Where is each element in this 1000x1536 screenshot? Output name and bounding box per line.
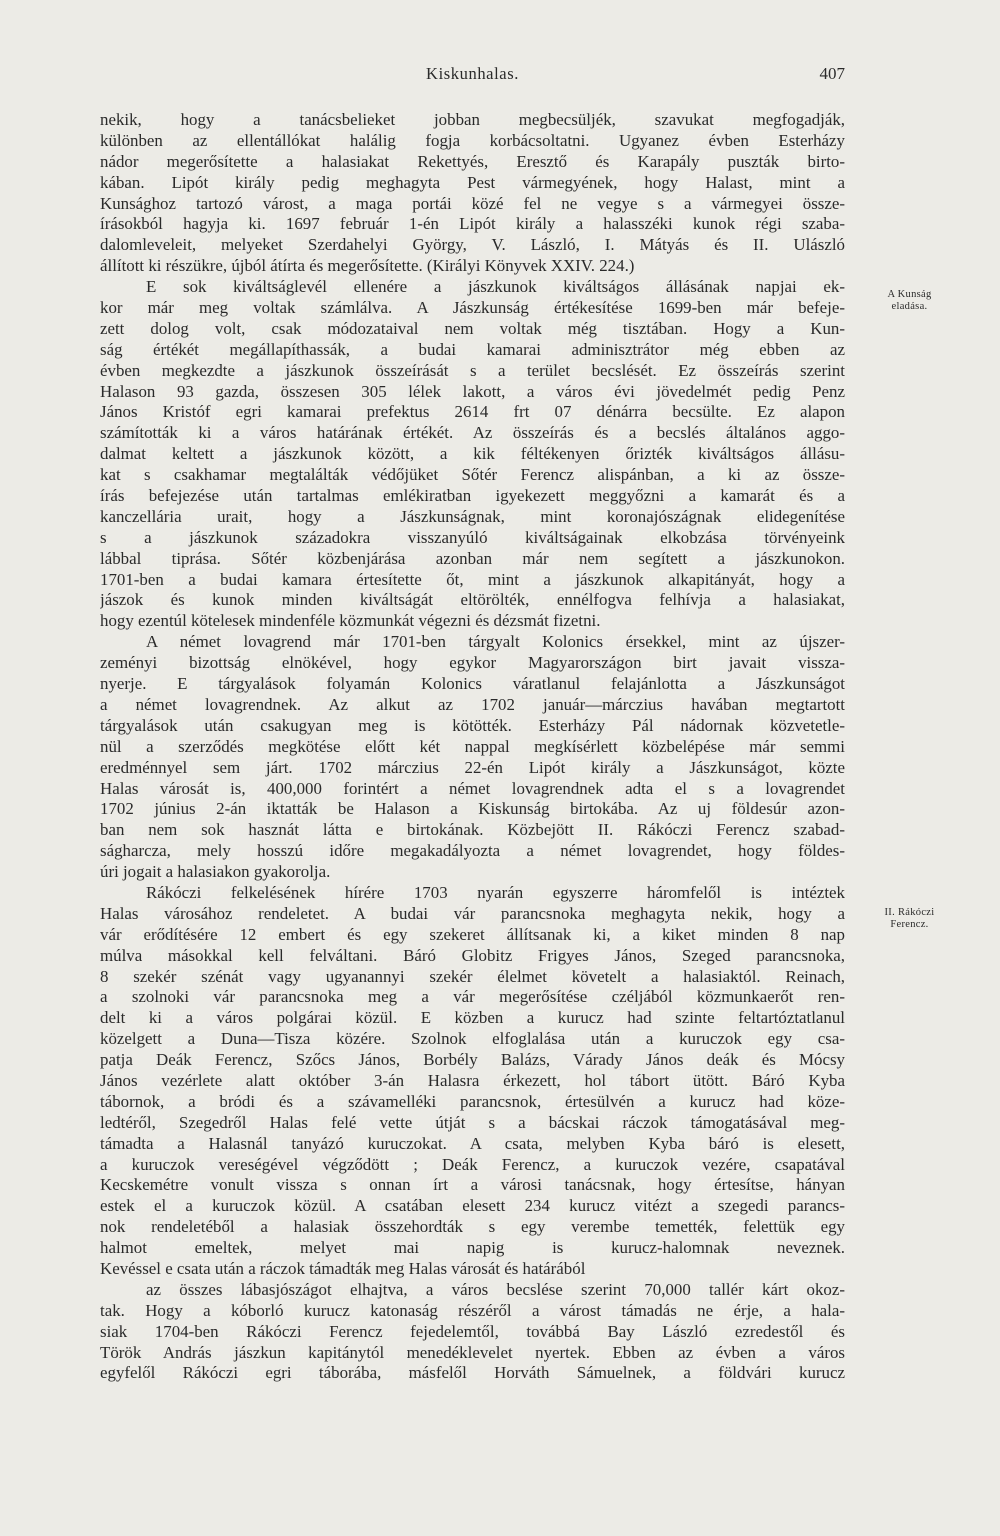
text-line: vár erődítésére 12 embert és egy szekeret állítsanak ki, a kiket minden 8 nap (100, 924, 845, 944)
text-line: Halas városához rendeletet. A budai vár parancsnoka meghagyta nekik, hogy a (100, 903, 845, 923)
text-line: múlva másokkal kell felváltani. Báró Globitz Frigyes János, Szeged parancsnoka, (100, 945, 845, 965)
text-line: az összes lábasjószágot elhajtva, a város becslése szerint 70,000 tallér kárt okoz- (146, 1279, 845, 1299)
text-line: tak. Hogy a kóborló kurucz katonaság részéről a várost támadás ne érje, a hala- (100, 1300, 845, 1320)
text-line: tábornok, a bródi és a szávamelléki parancsnok, értesülvén a kurucz had köze- (100, 1091, 845, 1111)
text-line: úri jogait a halasiakon gyakorolja. (100, 862, 331, 882)
text-line: kor már meg voltak számlálva. A Jászkunság értékesítése 1699-ben már befeje- (100, 298, 845, 318)
page-number: 407 (819, 64, 845, 83)
text-line: dalomleveleit, melyeket Szerdahelyi György, V. László, I. Mátyás és II. Ulászló (100, 235, 845, 255)
text-line: A német lovagrend már 1701-ben tárgyalt Kolonics érsekkel, mint az újszer- (146, 632, 845, 652)
text-line: különben az ellentállókat halálig fogja korbácsoltatni. Ugyanez évben Esterházy (100, 130, 845, 150)
text-line: tárgyalások után csakugyan meg is kötötték. Esterházy Pál nádornak közvetetle- (100, 715, 845, 735)
text-line: ságharcza, mely hosszú időre megakadályozta a német lovagrendet, hogy földes- (100, 841, 845, 861)
text-line: nyerje. E tárgyalások folyamán Kolonics váratlanul felajánlotta a Jászkunságot (100, 674, 845, 694)
text-line: Kecskemétre vonult vissza s onnan írt a városi tanácsnak, hogy értesítse, hányan (100, 1175, 845, 1195)
text-line: patja Deák Ferencz, Szőcs János, Borbély Balázs, Várady János deák és Mócsy (100, 1050, 845, 1070)
text-line: a kuruczok vereségével végződött ; Deák Ferencz, a kuruczok vezére, csapatával (100, 1154, 845, 1174)
text-line: egyfelől Rákóczi egri táborába, másfelől Horváth Sámuelnek, a földvári kurucz (100, 1363, 845, 1383)
text-line: halmot emeltek, melyet mai napig is kurucz-halomnak neveznek. (100, 1238, 845, 1258)
text-line: siak 1704-ben Rákóczi Ferencz fejedelemtől, továbbá Bay László ezredestől és (100, 1321, 845, 1341)
text-line: János Kristóf egri kamarai prefektus 2614 frt 07 dénárra becsülte. Ez alapon (100, 402, 845, 422)
text-line: zett dolog volt, csak módozataival nem voltak még tisztában. Hogy a Kun- (100, 318, 845, 338)
text-line: dalmat keltett a jászkunok között, a kik féltékenyen őrizték kiváltságos állásu- (100, 444, 845, 464)
text-line: Halason 93 gazda, összesen 305 lélek lakott, a város évi jövedelmét pedig Penz (100, 381, 845, 401)
text-line: s a jászkunok századokra visszanyúló kiváltságainak elkobzása törvényeink (100, 527, 845, 547)
text-line: nekik, hogy a tanácsbelieket jobban megbecsüljék, szavukat megfogadják, (100, 110, 845, 129)
text-line: támadta a Halasnál tanyázó kuruczokat. A csata, melyben Kyba báró is elesett, (100, 1133, 845, 1153)
margin-note-rakoczi (857, 907, 962, 930)
running-head (100, 64, 845, 86)
text-line: János vezérlete alatt október 3-án Halasra érkezett, hol tábort ütött. Báró Kyba (100, 1070, 845, 1090)
text-line: nok rendeletéből a halasiak összehordták s egy verembe temették, felettük egy (100, 1217, 845, 1237)
text-line: 1701-ben a budai kamara értesítette őt, mint a jászkunok alkapitányát, hogy a (100, 569, 845, 589)
text-line: ság értékét megállapíthassák, a budai kamarai adminisztrátor még ebben az (100, 339, 845, 359)
body-text (100, 110, 845, 1405)
text-line: közelgett a Duna—Tisza közére. Szolnok elfoglalása után a kuruczok egy csa- (100, 1029, 845, 1049)
margin-note-line: Ferencz. (890, 918, 929, 930)
text-line: a szolnoki vár parancsnoka meg a vár megerősítése czéljából közmunkaerőt ren- (100, 987, 845, 1007)
margin-note-kunsag (857, 289, 962, 312)
text-line: jászok és kunok minden kiváltságát eltörölték, ennélfogva felhívja a halasiakat, (100, 590, 845, 610)
text-line: delt ki a város polgárai közül. E közben a kurucz had szinte feltartóztatlanul (100, 1008, 845, 1028)
text-line: hogy ezentúl kötelesek mindenféle közmunkát végezni és dézsmát fizetni. (100, 611, 601, 631)
text-line: Halas városát is, 400,000 forintért a német lovagrendnek adta el s a lovagrendet (100, 778, 845, 798)
text-line: ledtéről, Szegedről Halas felé vette útját s a bácskai ráczok támogatásával meg- (100, 1112, 845, 1132)
text-line: zeményi bizottság elnökével, hogy egykor Magyarországon birt javait vissza- (100, 653, 845, 673)
text-line: Török András jászkun kapitánytól menedéklevelet nyertek. Ebben az évben a város (100, 1342, 845, 1362)
text-line: a német lovagrendnek. Az alkut az 1702 január—márczius havában megtartott (100, 694, 845, 714)
text-line: számították ki a város határának értékét. Az összeírás és a becslés általános aggo- (100, 423, 845, 443)
running-head-title: Kiskunhalas. (426, 64, 519, 83)
text-line: Kevéssel e csata után a ráczok támadták meg Halas városát és határából (100, 1258, 586, 1278)
text-line: estek el a kuruczok közül. A csatában elesett 234 kurucz vitézt a szegedi parancs- (100, 1196, 845, 1216)
text-line: írás befejezése után tartalmas emlékiratban igyekezett meggyőzni a kamarát és a (100, 486, 845, 506)
margin-note-line: II. Rákóczi (884, 907, 935, 918)
text-line: nádor megerősítette a halasiakat Rekettyés, Eresztő és Karapály puszták birto- (100, 151, 845, 171)
margin-note-line: A Kunság (887, 289, 932, 300)
margin-note-line: eladása. (891, 300, 928, 312)
text-line: évben megkezdte a jászkunok összeírását s a terület becslését. Ez összeírás szerint (100, 360, 845, 380)
text-line: E sok kiváltságlevél ellenére a jászkunok kiváltságos állásának napjai ek- (146, 277, 845, 297)
text-line: 1702 június 2-án iktatták be Halason a Kiskunság birtokába. Az uj földesúr azon- (100, 799, 845, 819)
text-line: lábbal tiprása. Sőtér közbenjárása azonban már nem segített a jászkunokon. (100, 548, 845, 568)
text-line: ban nem sok hasznát látta e birtokának. Közbejött II. Rákóczi Ferencz szabad- (100, 820, 845, 840)
text-line: kában. Lipót király pedig meghagyta Pest vármegyének, hogy Halast, mint a (100, 172, 845, 192)
text-line: kanczellária urait, hogy a Jászkunságnak, mint koronajószágnak elidegenítése (100, 506, 845, 526)
text-line: írásokból hagyja ki. 1697 február 1-én Lipót király a halasszéki kunok régi szaba- (100, 214, 845, 234)
text-line: állított ki részükre, újból átírta és megerősítette. (Királyi Könyvek XXIV. 224.) (100, 256, 635, 276)
text-line: Kunsághoz tartozó várost, a maga portái közé fel ne vegye s a vármegyei össze- (100, 193, 845, 213)
text-line: kat s csakhamar megtalálták védőjüket Sőtér Ferencz alispánban, a ki az össze- (100, 465, 845, 485)
text-line: Rákóczi felkelésének hírére 1703 nyarán egyszerre háromfelől is intéztek (146, 882, 845, 902)
text-line: nül a szerződés megkötése előtt két nappal megkísérlett közbelépése már semmi (100, 736, 845, 756)
text-line (100, 1384, 845, 1405)
text-line: 8 szekér szénát vagy ugyanannyi szekér élelmet követelt a halasiaktól. Reinach, (100, 966, 845, 986)
text-line: eredménnyel sem járt. 1702 márczius 22-én Lipót király a Jászkunságot, közte (100, 757, 845, 777)
